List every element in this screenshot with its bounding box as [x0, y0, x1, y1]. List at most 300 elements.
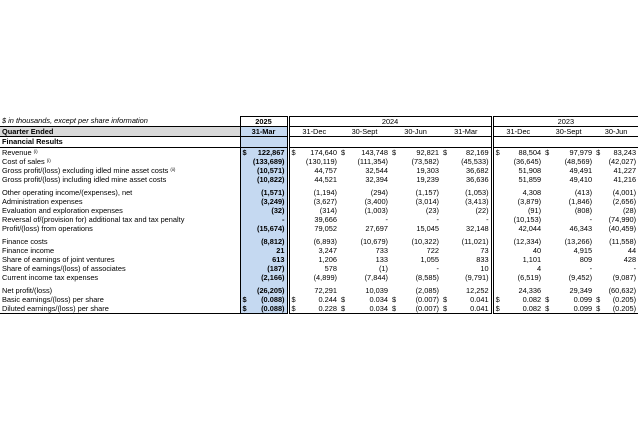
currency-symbol	[288, 255, 296, 264]
currency-symbol	[594, 188, 602, 197]
cell-value: (45,533)	[461, 157, 489, 166]
cell-value: (11,558)	[609, 237, 637, 246]
currency-symbol	[288, 264, 296, 273]
currency-symbol	[594, 197, 602, 206]
cell-value: (6,893)	[313, 237, 338, 246]
cell-value: (1,157)	[415, 188, 440, 197]
currency-symbol	[543, 206, 551, 215]
currency-symbol: $	[240, 295, 248, 304]
cell-value: (8,585)	[415, 273, 440, 282]
cell-value: 12,252	[465, 286, 489, 295]
currency-symbol: $	[596, 304, 601, 313]
currency-symbol	[240, 246, 248, 255]
currency-symbol	[441, 237, 449, 246]
currency-symbol	[288, 166, 296, 175]
cell-value: 32,148	[465, 224, 489, 233]
cell-value: (294)	[370, 188, 389, 197]
cell-value: 44	[627, 246, 637, 255]
cell-value: -	[385, 215, 389, 224]
table-row	[0, 273, 638, 282]
cell-value: 49,410	[569, 175, 593, 184]
currency-symbol	[288, 273, 296, 282]
row-label: Gross profit/(loss) including idled mine asset costs	[2, 175, 167, 184]
row-label: Other operating income/(expenses), net	[2, 188, 133, 197]
cell-value: 0.082	[500, 304, 543, 314]
cell-value: (1,003)	[364, 206, 389, 215]
quarter-header-6: 31-Dec	[492, 127, 543, 137]
cell-value: -	[248, 215, 288, 224]
cell-value: (10,153)	[513, 215, 542, 224]
cell-value: (2,166)	[248, 273, 288, 282]
currency-symbol	[390, 206, 398, 215]
currency-symbol	[543, 175, 551, 184]
cell-value: (3,400)	[364, 197, 389, 206]
units-note: $ in thousands, except per share information	[2, 116, 148, 126]
table-row	[0, 148, 638, 158]
cell-value: (0.007)	[398, 304, 441, 314]
currency-symbol: $	[596, 295, 601, 304]
currency-symbol	[390, 273, 398, 282]
currency-symbol	[543, 286, 551, 295]
currency-symbol	[339, 197, 347, 206]
cell-value: 44,757	[314, 166, 338, 175]
cell-value: 833	[476, 255, 489, 264]
row-label: Revenue $^{(i)}$	[0, 148, 240, 158]
cell-value: (28)	[622, 206, 637, 215]
cell-value: 92,821	[398, 148, 441, 158]
currency-symbol	[441, 197, 449, 206]
cell-value: (2,085)	[415, 286, 440, 295]
currency-symbol: $	[443, 295, 448, 304]
currency-symbol	[240, 255, 248, 264]
currency-symbol	[492, 286, 500, 295]
cell-value: (91)	[527, 206, 542, 215]
cell-value: 10	[480, 264, 489, 273]
cell-value: (48,569)	[564, 157, 593, 166]
quarter-header-row	[0, 127, 638, 137]
table-row	[0, 157, 638, 166]
row-label: Diluted earnings/(loss) per share	[0, 304, 240, 314]
currency-symbol	[441, 215, 449, 224]
cell-value: 143,748	[347, 148, 390, 158]
table-row	[0, 286, 638, 295]
currency-symbol: $	[392, 147, 397, 157]
cell-value: (10,322)	[411, 237, 440, 246]
cell-value: (60,632)	[608, 286, 637, 295]
cell-value: (10,571)	[248, 166, 288, 175]
quarter-header-1: 31-Mar	[240, 127, 288, 137]
currency-symbol	[543, 255, 551, 264]
cell-value: 0.244	[318, 295, 338, 304]
currency-symbol	[339, 157, 347, 166]
cell-value: 51,908	[518, 166, 542, 175]
currency-symbol: $	[288, 148, 296, 158]
currency-symbol	[288, 175, 296, 184]
table-row	[0, 264, 638, 273]
currency-symbol	[492, 188, 500, 197]
cell-value: 0.099	[573, 295, 593, 304]
currency-symbol: $	[545, 295, 550, 304]
year-2025: 2025	[240, 117, 288, 127]
currency-symbol	[594, 246, 602, 255]
cell-value: (314)	[319, 206, 338, 215]
quarter-ended-label: Quarter Ended	[0, 127, 240, 137]
currency-symbol	[240, 188, 248, 197]
cell-value: (3,249)	[248, 197, 288, 206]
cell-value: 44,521	[314, 175, 338, 184]
currency-symbol	[240, 237, 248, 246]
cell-value: 3,247	[318, 246, 338, 255]
row-label: Gross profit/(loss) excluding idled mine asset costs $^{(ii)}$	[2, 166, 176, 175]
currency-symbol	[441, 175, 449, 184]
row-label: Finance costs	[2, 237, 48, 246]
cell-value: 51,859	[518, 175, 542, 184]
row-label: Basic earnings/(loss) per share	[2, 295, 104, 304]
table-row	[0, 175, 638, 184]
cell-value: (0.205)	[602, 304, 638, 314]
cell-value: (413)	[574, 188, 593, 197]
cell-value: 29,349	[569, 286, 593, 295]
cell-value: (3,014)	[415, 197, 440, 206]
currency-symbol	[240, 197, 248, 206]
currency-symbol	[594, 273, 602, 282]
currency-symbol	[240, 215, 248, 224]
cell-value: 42,044	[518, 224, 542, 233]
row-label: Share of earnings of joint ventures	[2, 255, 115, 264]
financial-results-table	[0, 116, 638, 314]
currency-symbol	[288, 215, 296, 224]
cell-value: (133,689)	[248, 157, 288, 166]
currency-symbol	[390, 264, 398, 273]
currency-symbol	[441, 273, 449, 282]
currency-symbol	[339, 206, 347, 215]
currency-symbol	[288, 237, 296, 246]
currency-symbol	[492, 206, 500, 215]
currency-symbol	[492, 246, 500, 255]
cell-value: (32)	[248, 206, 288, 215]
cell-value: (74,990)	[608, 215, 637, 224]
cell-value: 722	[426, 246, 440, 255]
currency-symbol	[288, 286, 296, 295]
currency-symbol	[441, 166, 449, 175]
currency-symbol	[543, 264, 551, 273]
cell-value: (1,571)	[248, 188, 288, 197]
currency-symbol	[339, 175, 347, 184]
footnote-marker: (i)	[33, 148, 38, 154]
currency-symbol: $	[545, 147, 550, 157]
currency-symbol	[390, 215, 398, 224]
currency-symbol	[339, 188, 347, 197]
cell-value: 24,336	[518, 286, 542, 295]
currency-symbol	[390, 255, 398, 264]
row-label: Administration expenses	[2, 197, 83, 206]
cell-value: (10,679)	[360, 237, 389, 246]
currency-symbol	[441, 157, 449, 166]
currency-symbol	[339, 246, 347, 255]
cell-value: (22)	[475, 206, 489, 215]
cell-value: (73,582)	[411, 157, 440, 166]
row-label: Reversal of/(provision for) additional tax and tax penalty	[2, 215, 185, 224]
cell-value: 0.034	[347, 304, 390, 314]
currency-symbol	[339, 286, 347, 295]
row-label: Current income tax expenses	[2, 273, 99, 282]
currency-symbol	[288, 206, 296, 215]
cell-value: (130,119)	[305, 157, 338, 166]
currency-symbol	[492, 197, 500, 206]
cell-value: 32,394	[365, 175, 389, 184]
currency-symbol	[543, 166, 551, 175]
cell-value: 36,682	[465, 166, 489, 175]
cell-value: 1,101	[522, 255, 542, 264]
cell-value: (8,812)	[248, 237, 288, 246]
currency-symbol	[288, 157, 296, 166]
currency-symbol: $	[492, 304, 500, 314]
currency-symbol: $	[288, 295, 296, 304]
cell-value: (187)	[248, 264, 288, 273]
currency-symbol	[339, 166, 347, 175]
currency-symbol	[594, 215, 602, 224]
cell-value: (9,452)	[568, 273, 593, 282]
cell-value: 10,039	[365, 286, 389, 295]
currency-symbol	[288, 188, 296, 197]
cell-value: 0.041	[470, 295, 489, 304]
currency-symbol	[339, 273, 347, 282]
cell-value: 428	[623, 255, 637, 264]
cell-value: 0.041	[449, 304, 492, 314]
cell-value: 578	[324, 264, 338, 273]
currency-symbol	[390, 224, 398, 233]
currency-symbol	[240, 286, 248, 295]
cell-value: 36,636	[465, 175, 489, 184]
currency-symbol	[492, 215, 500, 224]
currency-symbol	[288, 224, 296, 233]
cell-value: (0.088)	[248, 295, 288, 304]
cell-value: 41,227	[613, 166, 637, 175]
cell-value: -	[589, 215, 593, 224]
cell-value: (0.205)	[612, 295, 637, 304]
currency-symbol: $	[341, 304, 346, 313]
currency-symbol	[390, 286, 398, 295]
cell-value: 19,303	[416, 166, 440, 175]
currency-symbol	[543, 273, 551, 282]
cell-value: (10,822)	[248, 175, 288, 184]
currency-symbol	[390, 157, 398, 166]
cell-value: -	[589, 264, 593, 273]
currency-symbol	[441, 188, 449, 197]
cell-value: (3,627)	[313, 197, 338, 206]
currency-symbol	[492, 175, 500, 184]
currency-symbol	[441, 255, 449, 264]
currency-symbol	[339, 215, 347, 224]
currency-symbol	[543, 188, 551, 197]
currency-symbol	[390, 188, 398, 197]
currency-symbol	[339, 224, 347, 233]
currency-symbol: $	[240, 304, 248, 314]
cell-value: (6,519)	[517, 273, 542, 282]
cell-value: 809	[579, 255, 593, 264]
cell-value: -	[436, 264, 440, 273]
cell-value: (808)	[574, 206, 593, 215]
currency-symbol	[390, 246, 398, 255]
cell-value: 1,206	[318, 255, 338, 264]
cell-value: (1,846)	[568, 197, 593, 206]
quarter-header-2: 31-Dec	[288, 127, 339, 137]
currency-symbol	[441, 286, 449, 295]
currency-symbol	[492, 264, 500, 273]
cell-value: 613	[248, 255, 288, 264]
currency-symbol	[594, 286, 602, 295]
cell-value: (3,413)	[465, 197, 489, 206]
currency-symbol: $	[443, 304, 448, 313]
currency-symbol	[240, 224, 248, 233]
row-label: Net profit/(loss)	[2, 286, 53, 295]
currency-symbol	[543, 224, 551, 233]
currency-symbol	[492, 237, 500, 246]
cell-value: 1,055	[420, 255, 440, 264]
cell-value: (0.088)	[248, 304, 288, 314]
cell-value: 4,915	[573, 246, 593, 255]
cell-value: (42,027)	[608, 157, 637, 166]
currency-symbol	[390, 175, 398, 184]
cell-value: (1)	[378, 264, 389, 273]
section-title: Financial Results	[2, 137, 63, 146]
cell-value: (11,021)	[461, 237, 489, 246]
cell-value: -	[486, 215, 489, 224]
table-row	[0, 215, 638, 224]
currency-symbol	[492, 166, 500, 175]
currency-symbol: $	[492, 295, 500, 304]
cell-value: 0.228	[296, 304, 339, 314]
table-row	[0, 255, 638, 264]
cell-value: 27,697	[365, 224, 389, 233]
cell-value: 73	[480, 246, 489, 255]
cell-value: 4	[536, 264, 542, 273]
cell-value: 46,343	[569, 224, 593, 233]
currency-symbol	[441, 224, 449, 233]
cell-value: 72,291	[314, 286, 338, 295]
currency-symbol	[594, 206, 602, 215]
cell-value: (0.007)	[415, 295, 440, 304]
quarter-header-3: 30-Sept	[339, 127, 390, 137]
currency-symbol	[543, 246, 551, 255]
cell-value: 0.099	[551, 304, 594, 314]
currency-symbol	[543, 215, 551, 224]
financial-rows	[0, 148, 638, 314]
currency-symbol: $	[392, 295, 397, 304]
currency-symbol: $	[341, 147, 346, 157]
currency-symbol	[390, 166, 398, 175]
cell-value: (4,001)	[612, 188, 637, 197]
cell-value: (26,205)	[248, 286, 288, 295]
currency-symbol	[240, 206, 248, 215]
currency-symbol	[339, 237, 347, 246]
currency-symbol	[441, 264, 449, 273]
currency-symbol	[339, 255, 347, 264]
cell-value: (15,674)	[248, 224, 288, 233]
cell-value: -	[436, 215, 440, 224]
currency-symbol	[240, 175, 248, 184]
currency-symbol	[240, 157, 248, 166]
cell-value: (1,194)	[313, 188, 338, 197]
cell-value: 133	[375, 255, 389, 264]
table-row	[0, 188, 638, 197]
cell-value: 88,504	[500, 148, 543, 158]
currency-symbol	[441, 206, 449, 215]
footnote-marker: (i)	[46, 157, 51, 163]
cell-value: 733	[375, 246, 389, 255]
currency-symbol: $	[392, 304, 397, 313]
cell-value: 32,544	[365, 166, 389, 175]
table-row	[0, 166, 638, 175]
cell-value: 97,979	[551, 148, 594, 158]
currency-symbol	[240, 264, 248, 273]
year-2023: 2023	[492, 117, 638, 127]
currency-symbol: $	[288, 304, 296, 314]
cell-value: (12,334)	[513, 237, 542, 246]
currency-symbol	[543, 197, 551, 206]
cell-value: (4,899)	[313, 273, 338, 282]
table-row	[0, 246, 638, 255]
currency-symbol	[594, 157, 602, 166]
cell-value: (111,354)	[357, 157, 389, 166]
table-row	[0, 224, 638, 233]
cell-value: 41,216	[613, 175, 637, 184]
currency-symbol: $	[596, 147, 601, 157]
table-row	[0, 237, 638, 246]
row-label: Share of earnings/(loss) of associates	[2, 264, 126, 273]
currency-symbol: $	[492, 148, 500, 158]
cell-value: 19,239	[416, 175, 440, 184]
currency-symbol	[594, 175, 602, 184]
currency-symbol	[390, 197, 398, 206]
currency-symbol	[339, 264, 347, 273]
row-label: Profit/(loss) from operations	[2, 224, 93, 233]
cell-value: (36,645)	[513, 157, 542, 166]
cell-value: (1,053)	[465, 188, 489, 197]
currency-symbol	[492, 157, 500, 166]
cell-value: 0.082	[522, 295, 542, 304]
cell-value: 174,640	[296, 148, 339, 158]
currency-symbol	[240, 166, 248, 175]
currency-symbol	[594, 255, 602, 264]
quarter-header-8: 30-Jun	[594, 127, 638, 137]
cell-value: 39,666	[314, 215, 338, 224]
currency-symbol	[594, 166, 602, 175]
currency-symbol	[390, 237, 398, 246]
cell-value: 49,491	[569, 166, 593, 175]
currency-symbol	[492, 273, 500, 282]
footnote-marker: (ii)	[170, 166, 176, 172]
currency-symbol	[288, 197, 296, 206]
financial-results-table-container	[0, 116, 640, 314]
cell-value: (13,266)	[564, 237, 593, 246]
table-row	[0, 197, 638, 206]
currency-symbol	[288, 246, 296, 255]
cell-value: (40,459)	[608, 224, 637, 233]
row-label: Finance income	[2, 246, 55, 255]
currency-symbol	[594, 224, 602, 233]
currency-symbol	[240, 273, 248, 282]
currency-symbol: $	[341, 295, 346, 304]
currency-symbol: $	[240, 148, 248, 158]
table-row	[0, 206, 638, 215]
cell-value: -	[633, 264, 637, 273]
cell-value: (2,656)	[612, 197, 637, 206]
cell-value: (23)	[425, 206, 440, 215]
quarter-header-4: 30-Jun	[390, 127, 441, 137]
row-label: Cost of sales $^{(i)}$	[2, 157, 51, 166]
currency-symbol	[594, 264, 602, 273]
